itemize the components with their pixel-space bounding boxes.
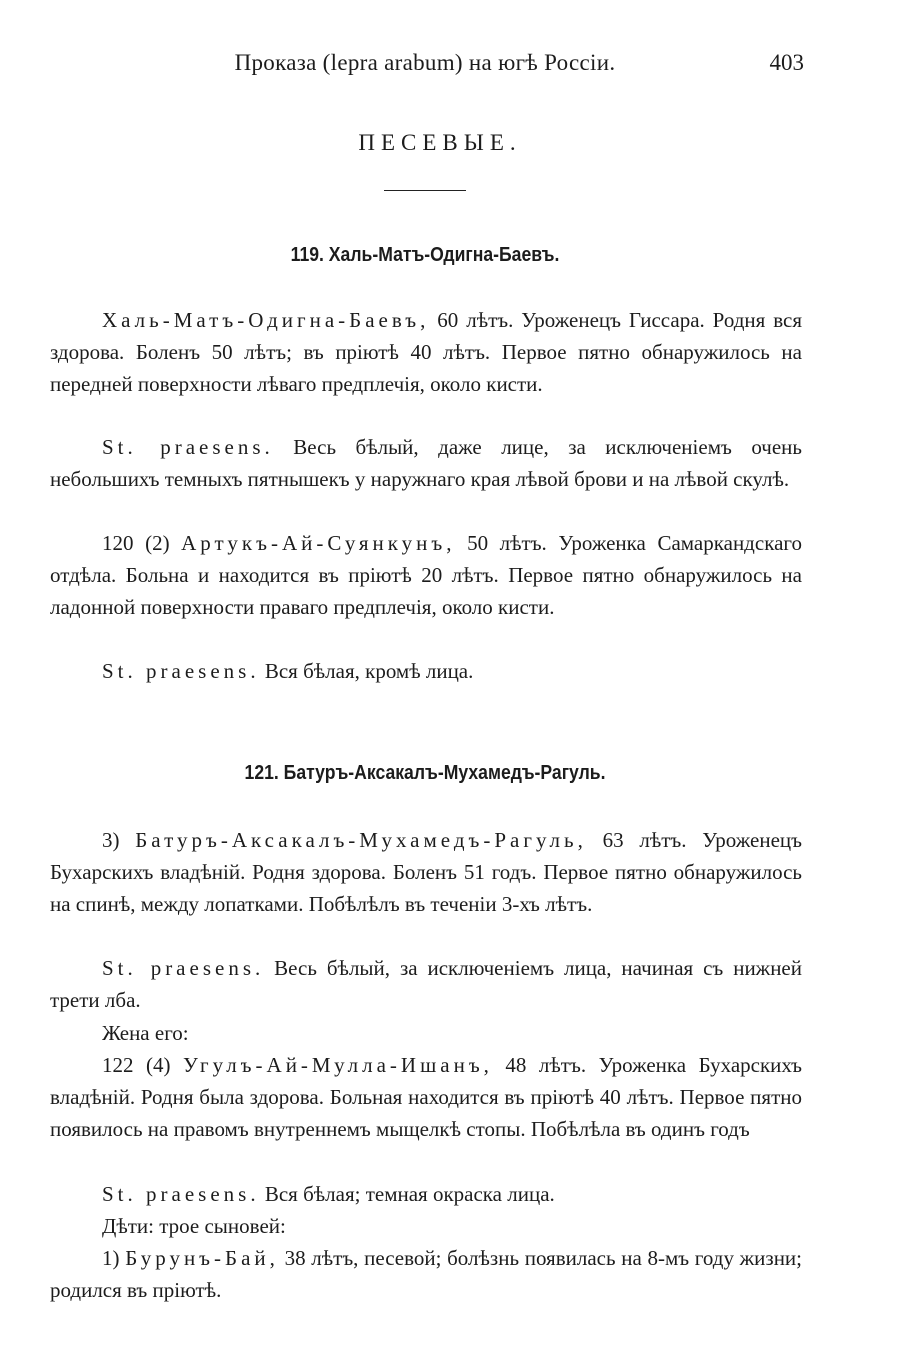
section-title: ПЕСЕВЫЕ.	[358, 130, 522, 155]
paragraph-lead: 1)	[102, 1246, 126, 1270]
paragraph	[50, 304, 802, 401]
status-praesens-label: St. praesens.	[102, 659, 260, 683]
paragraph-text: Весь бѣлый, за исключеніемъ лица, начиная съ нижней трети лба.	[50, 956, 802, 1013]
paragraph	[50, 1242, 802, 1306]
patient-name: Артукъ-Ай-Суянкунъ,	[181, 531, 456, 555]
paragraph	[50, 1210, 802, 1242]
paragraph-text: Вся бѣлая; темная окраска лица.	[259, 1182, 555, 1206]
page-number: 403	[769, 50, 804, 75]
paragraph	[50, 655, 802, 687]
patient-name: Бурунъ-Бай,	[125, 1246, 279, 1270]
paragraph-lead: 122 (4)	[102, 1053, 183, 1077]
entry-heading-119: 119. Халь-Матъ-Одигна-Баевъ.	[290, 244, 560, 266]
paragraph	[50, 952, 802, 1016]
paragraph	[50, 1017, 802, 1049]
title-divider	[384, 190, 466, 191]
status-praesens-label: St. praesens.	[102, 435, 274, 459]
paragraph-text: 60 лѣтъ. Уроженецъ Гиссара. Родня вся здорова. Боленъ 50 лѣтъ; въ пріютѣ 40 лѣтъ. Первое пятно обнаружилось на передней поверхности лѣваго предплечія, около кисти.	[50, 308, 802, 397]
paragraph	[50, 431, 802, 495]
paragraph	[50, 1049, 802, 1146]
running-title: Проказа (lepra arabum) на югѣ Россіи.	[234, 50, 616, 75]
paragraph-text: 50 лѣтъ. Уроженка Самаркандскаго отдѣла. Больна и находится въ пріютѣ 20 лѣтъ. Первое пятно обнаружилось на ладонной поверхности праваго предплечія, около кисти.	[50, 531, 802, 620]
status-praesens-label: St. praesens.	[102, 1182, 260, 1206]
patient-name: Угулъ-Ай-Мулла-Ишанъ,	[182, 1053, 493, 1077]
paragraph-text: 63 лѣтъ. Уроженецъ Бухарскихъ владѣній. Родня здорова. Боленъ 51 годъ. Первое пятно обнаружилось на спинѣ, между лопатками. Побѣлѣлъ въ теченіи 3-хъ лѣтъ.	[50, 828, 802, 917]
paragraph	[50, 527, 802, 624]
entry-heading-121: 121. Батуръ-Аксакалъ-Мухамедъ-Рагуль.	[244, 762, 606, 784]
running-header	[0, 50, 922, 82]
paragraph-text: 48 лѣтъ. Уроженка Бухарскихъ владѣній. Родня была здорова. Больная находится въ пріютѣ 40 лѣтъ. Первое пятно появилось на правомъ внутреннемъ мыщелкѣ стопы. Побѣлѣла въ одинъ годъ	[50, 1053, 802, 1142]
patient-name: Халь-Матъ-Одигна-Баевъ,	[102, 308, 430, 332]
paragraph	[50, 1178, 802, 1210]
paragraph-lead: 120 (2)	[102, 531, 182, 555]
status-praesens-label: St. praesens.	[102, 956, 265, 980]
paragraph	[50, 824, 802, 921]
paragraph-lead: 3)	[102, 828, 136, 852]
paragraph-lead: Дѣти: трое сыновей:	[102, 1214, 286, 1238]
paragraph-text: Вся бѣлая, кромѣ лица.	[259, 659, 474, 683]
patient-name: Батуръ-Аксакалъ-Мухамедъ-Рагуль,	[135, 828, 587, 852]
paragraph-text: Весь бѣлый, даже лице, за исключеніемъ очень небольшихъ темныхъ пятнышекъ у наружнаго края лѣвой брови и на лѣвой скулѣ.	[50, 435, 802, 492]
paragraph-text: 38 лѣтъ, песевой; болѣзнь появилась на 8-мъ году жизни; родился въ пріютѣ.	[50, 1246, 803, 1303]
paragraph-lead: Жена его:	[102, 1021, 189, 1045]
